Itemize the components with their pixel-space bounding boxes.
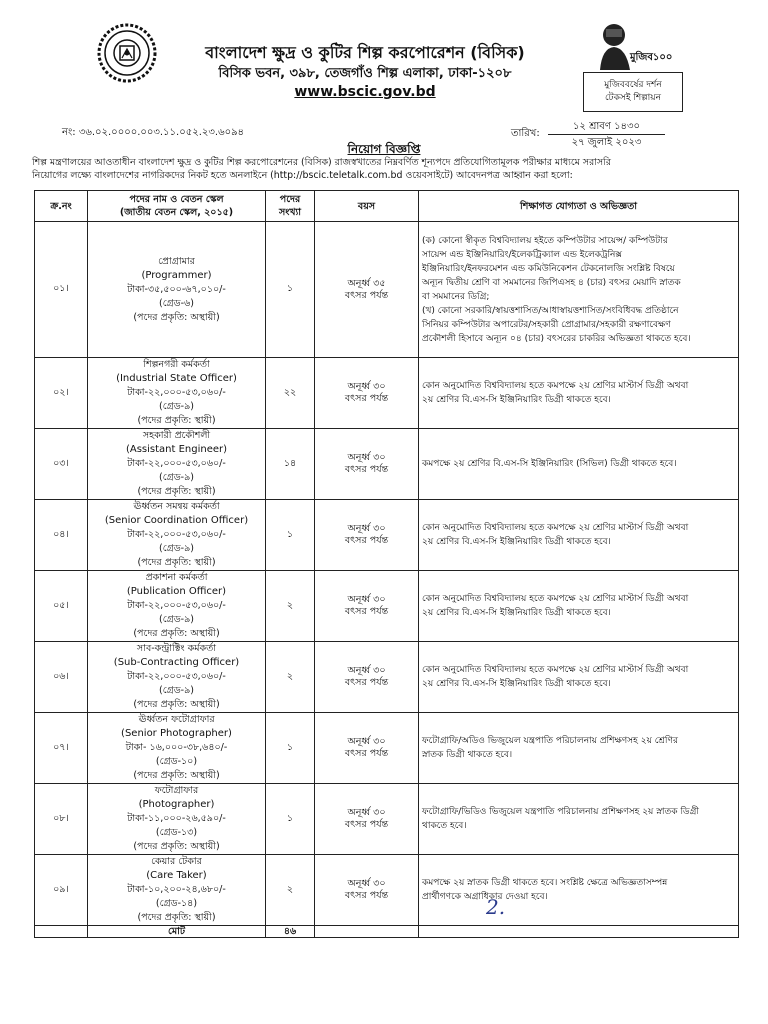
age-cell bbox=[315, 784, 419, 855]
qualification-line: সিনিয়র কম্পিউটার অপারেটর/সহকারী প্রোগ্রামার/সহকারী রক্ষণাবেক্ষণ bbox=[422, 319, 671, 330]
count-cell bbox=[266, 713, 315, 784]
qualification-line: ইঞ্জিনিয়ারিং/ইনফরমেশন এন্ড কমিউনিকেশন টেকনোলজি সংশ্লিষ্ট বিষয়ে bbox=[422, 263, 675, 274]
qualification-line: ফটোগ্রাফি/অডিও ভিজুয়েল যন্ত্রপাতি পরিচালনায় প্রশিক্ষণসহ ২য় শ্রেণির bbox=[422, 736, 678, 746]
qualification-cell bbox=[419, 571, 739, 642]
date-english: ২৭ জুলাই ২০২৩ bbox=[571, 137, 642, 148]
total-row bbox=[35, 926, 739, 938]
post-pay-scale: টাকা-১১,০০০-২৬,৫৯০/- bbox=[127, 813, 226, 824]
post-cell bbox=[88, 784, 266, 855]
qualification-line: কোন অনুমোদিত বিশ্ববিদ্যালয় হতে কমপক্ষে ২য় শ্রেণির মাস্টার্স ডিগ্রী অথবা bbox=[422, 594, 689, 604]
count-cell bbox=[266, 784, 315, 855]
age-cell bbox=[315, 571, 419, 642]
total-empty-cell bbox=[315, 926, 419, 938]
intro-line-2: নিয়োগের লক্ষ্যে বাংলাদেশের নাগরিকদের নিকট হতে অনলাইনে (http://bscic.teletalk.com.bd ওয়েবসাইটে) আবেদনপত্র আহ্বান করা হলো: bbox=[32, 170, 573, 181]
post-nature: (পদের প্রকৃতি: স্থায়ী) bbox=[137, 486, 216, 497]
qualification-line: কোন অনুমোদিত বিশ্ববিদ্যালয় হতে কমপক্ষে ২য় শ্রেণির মাস্টার্স ডিগ্রী অথবা bbox=[422, 523, 689, 533]
post-name-en: (Industrial State Officer) bbox=[116, 373, 237, 384]
post-name-bn: প্রকাশনা কর্মকর্তা bbox=[145, 572, 208, 583]
count-cell bbox=[266, 642, 315, 713]
serial-cell bbox=[35, 642, 88, 713]
age-limit: অনূর্ধ্ব ৩০ bbox=[347, 878, 386, 889]
age-limit: অনূর্ধ্ব ৩০ bbox=[347, 452, 386, 463]
post-count: ১ bbox=[286, 528, 294, 540]
serial-cell bbox=[35, 571, 88, 642]
post-cell bbox=[88, 855, 266, 926]
vacancy-table bbox=[34, 190, 739, 938]
post-pay-scale: টাকা-২২,০০০-৫৩,০৬০/- bbox=[127, 671, 226, 682]
post-nature: (পদের প্রকৃতি: স্থায়ী) bbox=[137, 415, 216, 426]
post-cell bbox=[88, 713, 266, 784]
age-limit-suffix: বৎসর পর্যন্ত bbox=[344, 748, 389, 759]
post-count: ১৪ bbox=[283, 457, 297, 469]
post-name-bn: প্রোগ্রামার bbox=[158, 255, 195, 267]
age-limit-suffix: বৎসর পর্যন্ত bbox=[344, 819, 389, 830]
total-value: ৪৬ bbox=[283, 926, 297, 937]
age-cell bbox=[315, 222, 419, 358]
post-count: ২ bbox=[286, 670, 294, 682]
post-cell bbox=[88, 642, 266, 713]
post-pay-scale: টাকা-১০,২০০-২৪,৬৮০/- bbox=[127, 884, 226, 895]
age-limit-suffix: বৎসর পর্যন্ত bbox=[344, 677, 389, 688]
notice-intro bbox=[32, 156, 737, 182]
age-limit: অনূর্ধ্ব ৩০ bbox=[347, 523, 386, 534]
post-cell bbox=[88, 571, 266, 642]
qualification-cell bbox=[419, 429, 739, 500]
post-name-bn: ঊর্ধ্বতন সমন্বয় কর্মকর্তা bbox=[133, 501, 220, 512]
age-limit-suffix: বৎসর পর্যন্ত bbox=[344, 606, 389, 617]
qualification-line: ২য় শ্রেণির বি.এস-সি ইঞ্জিনিয়ারিং ডিগ্রী থাকতে হবে। bbox=[422, 395, 611, 405]
post-nature: (পদের প্রকৃতি: অস্থায়ী) bbox=[133, 699, 220, 710]
qualification-line: স্নাতক ডিগ্রী থাকতে হবে। bbox=[422, 750, 513, 760]
table-row bbox=[35, 855, 739, 926]
post-name-en: (Publication Officer) bbox=[126, 586, 227, 597]
post-name-en: (Senior Photographer) bbox=[121, 728, 232, 739]
handwritten-signature: 2. bbox=[486, 895, 506, 919]
age-limit: অনূর্ধ্ব ৩০ bbox=[347, 736, 386, 747]
post-nature: (পদের প্রকৃতি: অস্থায়ী) bbox=[133, 841, 220, 852]
post-grade: (গ্রেড-১৩) bbox=[155, 827, 198, 838]
portrait-caption: মুজিব১০০ bbox=[630, 52, 673, 63]
serial-cell bbox=[35, 429, 88, 500]
age-cell bbox=[315, 429, 419, 500]
table-row bbox=[35, 642, 739, 713]
org-address: বিসিক ভবন, ৩৯৮, তেজগাঁও শিল্প এলাকা, ঢাকা-১২০৮ bbox=[218, 66, 512, 81]
slogan-line-2: টেকসই শিল্পায়ন bbox=[605, 93, 661, 103]
header-count bbox=[266, 191, 315, 222]
age-cell bbox=[315, 855, 419, 926]
header-age: বয়স bbox=[315, 191, 419, 222]
table-row bbox=[35, 571, 739, 642]
qualification-line: ২য় শ্রেণির বি.এস-সি ইঞ্জিনিয়ারিং ডিগ্রী থাকতে হবে। bbox=[422, 537, 611, 547]
count-cell bbox=[266, 358, 315, 429]
serial-number: ০৭। bbox=[53, 741, 69, 753]
post-cell bbox=[88, 358, 266, 429]
post-name-bn: ঊর্ধ্বতন ফটোগ্রাফার bbox=[138, 714, 215, 725]
post-name-bn: সহকারী প্রকৌশলী bbox=[142, 430, 211, 441]
qualification-line: থাকতে হবে। bbox=[422, 821, 467, 831]
qualification-cell bbox=[419, 713, 739, 784]
serial-cell bbox=[35, 500, 88, 571]
post-name-en: (Photographer) bbox=[138, 799, 215, 810]
serial-number: ০৯। bbox=[53, 883, 69, 895]
header-post bbox=[88, 191, 266, 222]
table-row bbox=[35, 429, 739, 500]
post-count: ১ bbox=[286, 283, 294, 294]
total-spacer-cell bbox=[35, 926, 88, 938]
total-value-cell bbox=[266, 926, 315, 938]
post-grade: (গ্রেড-৯) bbox=[159, 472, 194, 483]
header-qualification: শিক্ষাগত যোগ্যতা ও অভিজ্ঞতা bbox=[419, 191, 739, 222]
header-count-line-2: সংখ্যা bbox=[278, 207, 302, 218]
post-pay-scale: টাকা-২২,০০০-৫৩,০৬০/- bbox=[127, 458, 226, 469]
qualification-cell bbox=[419, 642, 739, 713]
count-cell bbox=[266, 855, 315, 926]
qualification-cell bbox=[419, 222, 739, 358]
age-limit: অনূর্ধ্ব ৩০ bbox=[347, 381, 386, 392]
post-name-en: (Sub-Contracting Officer) bbox=[113, 657, 240, 668]
header-count-line-1: পদের bbox=[279, 194, 301, 205]
total-label: মোট bbox=[167, 926, 186, 937]
age-limit-suffix: বৎসর পর্যন্ত bbox=[344, 464, 389, 475]
post-count: ১ bbox=[286, 812, 294, 824]
age-cell bbox=[315, 713, 419, 784]
table-row bbox=[35, 784, 739, 855]
memo-number: নং: ৩৬.০২.০০০০.০০৩.১১.০৫২.২৩.৬০৯৪ bbox=[62, 127, 245, 138]
post-pay-scale: টাকা-২২,০০০-৫৩,০৬০/- bbox=[127, 529, 226, 540]
qualification-line: অন্যূন দ্বিতীয় শ্রেণি বা সমমানের জিপিএসহ ৪ (চার) বৎসর মেয়াদি স্নাতক bbox=[422, 277, 681, 288]
age-limit: অনূর্ধ্ব ৩০ bbox=[347, 594, 386, 605]
org-website-link[interactable]: www.bscic.gov.bd bbox=[294, 84, 436, 100]
post-nature: (পদের প্রকৃতি: স্থায়ী) bbox=[137, 912, 216, 923]
serial-number: ০৬। bbox=[53, 670, 69, 682]
post-nature: (পদের প্রকৃতি: অস্থায়ী) bbox=[133, 770, 220, 781]
age-cell bbox=[315, 358, 419, 429]
qualification-line: বা সমমানের ডিগ্রি; bbox=[422, 291, 490, 302]
post-grade: (গ্রেড-৯) bbox=[159, 614, 194, 625]
table-row bbox=[35, 713, 739, 784]
qualification-cell bbox=[419, 500, 739, 571]
post-cell bbox=[88, 500, 266, 571]
post-count: ২২ bbox=[283, 386, 297, 398]
qualification-line: কমপক্ষে ২য় শ্রেণির বি.এস-সি ইঞ্জিনিয়ারিং (সিভিল) ডিগ্রী থাকতে হবে। bbox=[422, 459, 677, 469]
post-pay-scale: টাকা-৩৫,৫০০-৬৭,০১০/- bbox=[127, 283, 226, 295]
serial-cell bbox=[35, 358, 88, 429]
serial-number: ০২। bbox=[53, 386, 69, 398]
post-grade: (গ্রেড-৬) bbox=[159, 297, 194, 309]
qualification-line: কোন অনুমোদিত বিশ্ববিদ্যালয় হতে কমপক্ষে ২য় শ্রেণির মাস্টার্স ডিগ্রী অথবা bbox=[422, 665, 689, 675]
post-nature: (পদের প্রকৃতি: স্থায়ী) bbox=[137, 557, 216, 568]
serial-number: ০১। bbox=[53, 283, 69, 294]
qualification-line: প্রার্থীগণকে অগ্রাধিকার দেওয়া হবে। bbox=[422, 892, 548, 902]
post-grade: (গ্রেড-১৪) bbox=[155, 898, 198, 909]
total-empty-cell bbox=[419, 926, 739, 938]
post-pay-scale: টাকা- ১৬,০০০-৩৮,৬৪০/- bbox=[125, 742, 228, 753]
qualification-line: ফটোগ্রাফি/ভিডিও ভিজুয়েল যন্ত্রপাতি পরিচালনায় প্রশিক্ষণসহ ২য় স্নাতক ডিগ্রী bbox=[422, 807, 699, 817]
serial-cell bbox=[35, 713, 88, 784]
qualification-cell bbox=[419, 784, 739, 855]
post-nature: (পদের প্রকৃতি: অস্থায়ী) bbox=[133, 311, 220, 323]
post-name-en: (Care Taker) bbox=[146, 870, 207, 881]
post-name-en: (Senior Coordination Officer) bbox=[104, 515, 249, 526]
table-row bbox=[35, 358, 739, 429]
qualification-line: সায়েন্স এন্ড ইঞ্জিনিয়ারিং/ইলেকট্রিক্যাল এন্ড ইলেকট্রনিক্স bbox=[422, 249, 623, 260]
age-cell bbox=[315, 500, 419, 571]
serial-cell bbox=[35, 784, 88, 855]
age-limit: অনূর্ধ্ব ৩০ bbox=[347, 665, 386, 676]
count-cell bbox=[266, 571, 315, 642]
table-row bbox=[35, 500, 739, 571]
post-pay-scale: টাকা-২২,০০০-৫৩,০৬০/- bbox=[127, 387, 226, 398]
post-grade: (গ্রেড-৯) bbox=[159, 543, 194, 554]
serial-number: ০৫। bbox=[53, 599, 69, 611]
serial-number: ০৪। bbox=[53, 528, 69, 540]
serial-number: ০৩। bbox=[53, 457, 69, 469]
age-limit-suffix: বৎসর পর্যন্ত bbox=[344, 535, 389, 546]
post-count: ২ bbox=[286, 883, 294, 895]
qualification-line: কমপক্ষে ২য় স্নাতক ডিগ্রী থাকতে হবে। সংশ্লিষ্ট ক্ষেত্রে অভিজ্ঞতাসম্পন্ন bbox=[422, 878, 668, 888]
count-cell bbox=[266, 500, 315, 571]
post-grade: (গ্রেড-১০) bbox=[155, 756, 198, 767]
post-grade: (গ্রেড-৯) bbox=[159, 401, 194, 412]
header-post-line-1: পদের নাম ও বেতন স্কেল bbox=[129, 194, 224, 205]
date-bangla: ১২ শ্রাবণ ১৪৩০ bbox=[572, 121, 641, 132]
post-name-en: (Programmer) bbox=[141, 269, 212, 281]
qualification-line: ২য় শ্রেণির বি.এস-সি ইঞ্জিনিয়ারিং ডিগ্রী থাকতে হবে। bbox=[422, 679, 611, 689]
header-post-line-2: (জাতীয় বেতন স্কেল, ২০১৫) bbox=[119, 207, 234, 218]
post-pay-scale: টাকা-২২,০০০-৫৩,০৬০/- bbox=[127, 600, 226, 611]
post-cell bbox=[88, 222, 266, 358]
post-name-en: (Assistant Engineer) bbox=[125, 444, 228, 455]
post-nature: (পদের প্রকৃতি: অস্থায়ী) bbox=[133, 628, 220, 639]
intro-line-1: শিল্প মন্ত্রণালয়ের আওতাধীন বাংলাদেশ ক্ষুদ্র ও কুটির শিল্প করপোরেশনের (বিসিক) রাজস্বখাতের নিম্নবর্ণিত শূন্যপদে প্রতিযোগিতামূলক পরীক্ষার মাধ্যমে সরাসরি bbox=[32, 157, 611, 168]
qualification-line: প্রকৌশলী হিসাবে অন্যূন ০৪ (চার) বৎসরের চাকরির অভিজ্ঞতা থাকতে হবে। bbox=[422, 333, 691, 344]
date-label: তারিখ: bbox=[511, 128, 540, 139]
age-cell bbox=[315, 642, 419, 713]
qualification-cell bbox=[419, 855, 739, 926]
slogan-line-1: মুজিববর্ষের দর্শন bbox=[604, 80, 662, 90]
count-cell bbox=[266, 222, 315, 358]
age-limit: অনূর্ধ্ব ৩৫ bbox=[347, 277, 386, 289]
qualification-line: ২য় শ্রেণির বি.এস-সি ইঞ্জিনিয়ারিং ডিগ্রী থাকতে হবে। bbox=[422, 608, 611, 618]
post-count: ১ bbox=[286, 741, 294, 753]
org-name: বাংলাদেশ ক্ষুদ্র ও কুটির শিল্প করপোরেশন (বিসিক) bbox=[205, 43, 525, 62]
qualification-cell bbox=[419, 358, 739, 429]
post-grade: (গ্রেড-৯) bbox=[159, 685, 194, 696]
serial-number: ০৮। bbox=[53, 812, 69, 824]
qualification-line: (খ) কোনো সরকারি/স্বায়ত্তশাসিত/আধাস্বায়ত্তশাসিত/সংবিধিবদ্ধ প্রতিষ্ঠানে bbox=[422, 305, 679, 316]
age-limit-suffix: বৎসর পর্যন্ত bbox=[344, 393, 389, 404]
post-name-bn: কেয়ার টেকার bbox=[151, 856, 202, 867]
mujib100-portrait-image bbox=[592, 20, 684, 70]
post-name-bn: শিল্পনগরী কর্মকর্তা bbox=[143, 359, 210, 370]
serial-cell bbox=[35, 222, 88, 358]
total-label-cell bbox=[88, 926, 266, 938]
serial-cell bbox=[35, 855, 88, 926]
post-count: ২ bbox=[286, 599, 294, 611]
age-limit-suffix: বৎসর পর্যন্ত bbox=[344, 289, 389, 301]
count-cell bbox=[266, 429, 315, 500]
qualification-line: (ক) কোনো স্বীকৃত বিশ্ববিদ্যালয় হইতে কম্পিউটার সায়েন্স/ কম্পিউটার bbox=[422, 235, 668, 246]
header-serial: ক্র.নং bbox=[35, 191, 88, 222]
age-limit: অনূর্ধ্ব ৩০ bbox=[347, 807, 386, 818]
table-header-row bbox=[35, 191, 739, 222]
post-cell bbox=[88, 429, 266, 500]
notice-title: নিয়োগ বিজ্ঞপ্তি bbox=[347, 142, 421, 156]
qualification-line: কোন অনুমোদিত বিশ্ববিদ্যালয় হতে কমপক্ষে ২য় শ্রেণির মাস্টার্স ডিগ্রী অথবা bbox=[422, 381, 689, 391]
table-row bbox=[35, 222, 739, 358]
post-name-bn: ফটোগ্রাফার bbox=[154, 785, 199, 796]
slogan-box bbox=[583, 72, 683, 112]
post-name-bn: সাব-কন্ট্রাক্টিং কর্মকর্তা bbox=[136, 643, 217, 654]
bscic-logo bbox=[96, 22, 158, 84]
age-limit-suffix: বৎসর পর্যন্ত bbox=[344, 890, 389, 901]
